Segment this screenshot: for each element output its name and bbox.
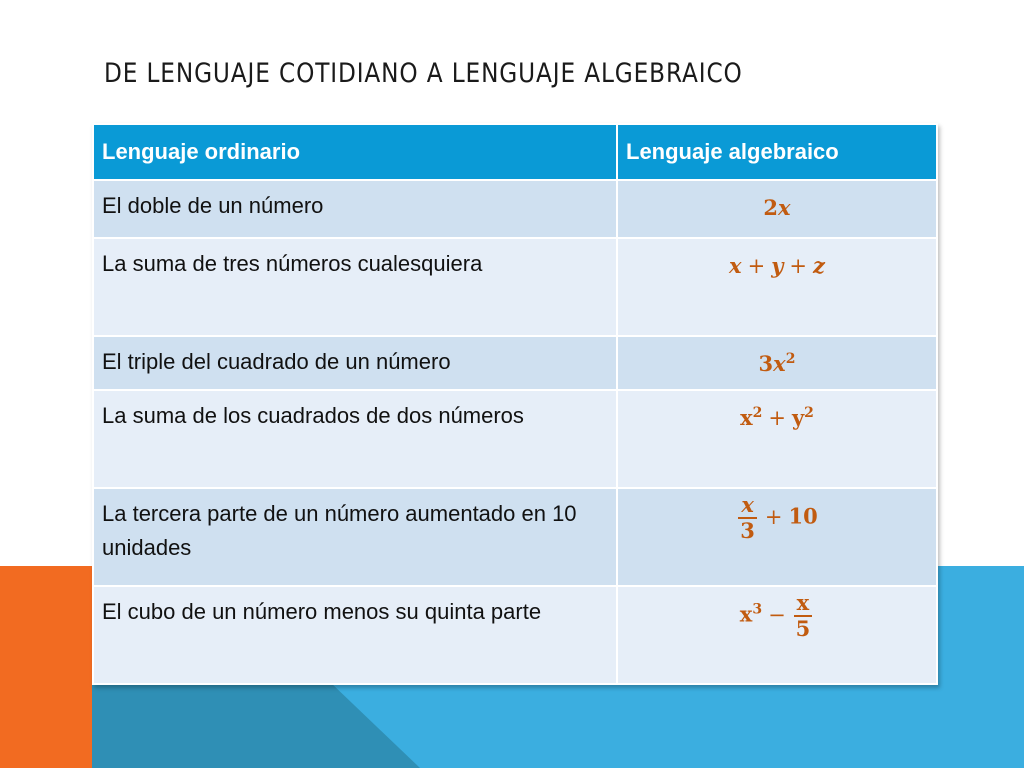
expr-operator: −: [768, 602, 786, 627]
expr-coefficient: 3: [758, 351, 774, 376]
ordinary-text: El doble de un número: [93, 180, 617, 238]
algebraic-expression: [617, 586, 937, 684]
fraction-denominator: 5: [795, 616, 811, 641]
fraction-numerator: x: [794, 591, 813, 617]
expr-operator: +: [789, 254, 807, 278]
table-row: [93, 180, 937, 238]
table-row: [93, 390, 937, 488]
slide-title: DE LENGUAJE COTIDIANO A LENGUAJE ALGEBRAICO: [104, 58, 743, 89]
algebraic-expression: [617, 336, 937, 390]
expr-exponent: 2: [752, 405, 763, 421]
ordinary-text: El cubo de un número menos su quinta parte: [93, 586, 617, 684]
expr-operator: +: [764, 504, 783, 529]
table-row: [93, 586, 937, 684]
expr-term: y: [771, 253, 784, 278]
table-row: [93, 488, 937, 586]
expr-exponent: 2: [785, 351, 796, 367]
algebraic-expression: [617, 390, 937, 488]
expr-fraction: [794, 591, 813, 641]
expr-term: x: [739, 601, 753, 627]
ordinary-text: El triple del cuadrado de un número: [93, 336, 617, 390]
expr-term: z: [813, 253, 825, 278]
table-row: [93, 336, 937, 390]
fraction-numerator: x: [738, 493, 757, 519]
expr-term: 10: [788, 503, 818, 529]
expr-coefficient: 2: [763, 195, 779, 220]
algebraic-expression: [617, 180, 937, 238]
ordinary-text: La suma de los cuadrados de dos números: [93, 390, 617, 488]
ordinary-text: La tercera parte de un número aumentado en 10 unidades: [93, 488, 617, 586]
algebraic-expression: [617, 488, 937, 586]
header-ordinary-language: Lenguaje ordinario: [93, 124, 617, 180]
translation-table: [92, 123, 938, 685]
expr-fraction: [738, 493, 757, 543]
expr-variable: x: [778, 195, 791, 220]
expr-variable: x: [773, 351, 786, 376]
expr-term: x: [740, 405, 753, 430]
expr-exponent: 3: [752, 601, 763, 618]
table-row: [93, 238, 937, 336]
expr-operator: +: [747, 254, 766, 278]
expr-term: y: [791, 405, 805, 430]
expr-term: x: [729, 253, 742, 278]
expr-exponent: 2: [804, 405, 814, 421]
ordinary-text: La suma de tres números cualesquiera: [93, 238, 617, 336]
fraction-denominator: 3: [740, 518, 755, 543]
algebraic-expression: [617, 238, 937, 336]
header-algebraic-language: Lenguaje algebraico: [617, 124, 937, 180]
expr-operator: +: [768, 406, 786, 430]
table-header-row: [93, 124, 937, 180]
